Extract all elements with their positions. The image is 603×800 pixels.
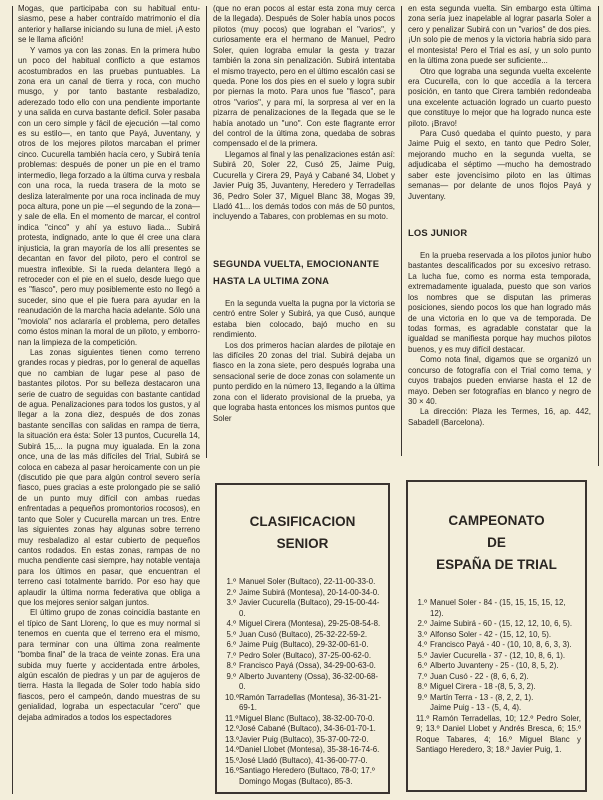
result-text: Ramón Tarradellas (Montesa), 36-31-21-69-1. <box>239 692 382 712</box>
result-entry <box>225 693 384 714</box>
title-line: ESPAÑA DE TRIAL <box>436 557 557 572</box>
result-text: Miguel Blanc (Bultaco), 38-32-00-70-0. <box>239 713 375 723</box>
position-number: 11.º <box>225 713 239 723</box>
result-text: Martín Terra - 13 - (8, 2, 2, 1). <box>430 692 534 702</box>
result-entry <box>225 577 384 588</box>
result-entry <box>225 735 384 746</box>
result-text: Jaime Puig - 13 - (5, 4, 4). <box>430 703 522 712</box>
result-text: Miguel Cirera - 18 -(8, 5, 3, 2). <box>430 682 536 691</box>
result-text: Juan Cusó - 22 - (8, 6, 6, 2). <box>430 671 529 681</box>
position-number: 3.º <box>226 598 236 607</box>
column-rule-middle-top <box>206 6 207 458</box>
result-entry <box>225 588 384 599</box>
result-text: Alberto Juvanteny - 25 - (10, 8, 5, 2). <box>430 661 559 670</box>
result-entry <box>225 598 384 619</box>
position-number: 7.º <box>417 671 427 681</box>
result-text: Jaime Puig (Bultaco), 29-32-00-61-0. <box>239 640 369 649</box>
paragraph: Como nota final, digamos que se organizó un concurso de fotografía con el Trial como tema, y cuyos trabajos pueden enviarse hasta el 12 de mayo. Deben ser fotografías en blanco y negro de 30 × 40. <box>408 355 591 406</box>
position-number: 2.º <box>226 587 236 597</box>
result-text: José Lladó (Bultaco), 41-36-00-77-0. <box>239 755 368 765</box>
heading-line: SEGUNDA VUELTA, EMOCIONANTE <box>213 257 380 269</box>
result-text: Manuel Soler (Bultaco), 22-11-00-33-0. <box>239 577 376 586</box>
result-entry <box>225 766 384 787</box>
result-entry <box>225 724 384 735</box>
result-text: Alberto Juvanteny (Ossa), 36-32-00-68-0. <box>239 671 379 691</box>
article-column-2 <box>213 4 395 424</box>
box-title <box>217 485 388 555</box>
position-number: 13.º <box>225 734 239 744</box>
position-number: 1.º <box>226 577 236 586</box>
position-number: 4.º <box>226 619 236 628</box>
result-entry <box>416 682 581 693</box>
position-number: 5.º <box>417 650 427 660</box>
result-entry <box>225 630 384 641</box>
result-entry <box>416 619 581 630</box>
result-text: Santiago Heredero (Bultaco, 78-0; 17.º Domingo Mogas (Bultaco), 85-3. <box>239 766 375 786</box>
result-text: Pedro Soler (Bultaco), 37-25-00-62-0. <box>239 650 372 660</box>
result-text: Jaime Subirá - 60 - (15, 12, 12, 10, 6, 5). <box>430 619 573 628</box>
column-rule-left <box>12 6 13 794</box>
result-entry <box>225 745 384 756</box>
section-heading-los-junior: LOS JUNIOR <box>408 227 468 239</box>
result-entry <box>416 661 581 672</box>
position-number: 6.º <box>417 661 427 670</box>
position-number: 14.º <box>225 745 239 754</box>
paragraph: En la prueba reservada a los pilotos junior hubo bastantes descalificados por su excesivo retraso. La lucha fue, como es norma esta temporada, extremadamente igualada, puesto que son varios los nombres que se disputan las primeras posiciones, siendo pocos los que han logrado más de una victoria en lo que va de temporada. De todas formas, es agradable constatar que la igualdad se manifiesta porque hay muchos pilotos buenos, y es muy difícil destacar. <box>408 251 591 354</box>
position-number: 8.º <box>226 661 236 670</box>
article-column-1 <box>18 4 200 723</box>
result-entry <box>225 714 384 725</box>
position-number: 3.º <box>417 629 427 639</box>
result-text: José Cabané (Bultaco), 34-36-01-70-1. <box>239 724 376 733</box>
column-rule-right-top <box>401 6 402 456</box>
paragraph: en esta segunda vuelta. Sin embargo esta última zona sería juez inapelable al lograr pasarla Soler a cero y penalizar Subirá con un "varios" de dos pies. ¡Un solo pie de menos y la victoria habría sido para el montesista! Pero el Trial es así, y un solo punto en la última zona puede ser suficiente... <box>408 4 591 66</box>
result-text: Miguel Cirera (Montesa), 29-25-08-54-8. <box>239 619 381 628</box>
senior-results-list <box>217 577 388 787</box>
clasificacion-senior-box <box>215 483 390 794</box>
position-number: 10.º <box>225 692 239 702</box>
result-text: Alfonso Soler - 42 - (15, 12, 10, 5). <box>430 629 552 639</box>
section-heading-segunda-vuelta <box>213 255 395 289</box>
title-line: CAMPEONATO <box>448 513 545 528</box>
position-number: 9.º <box>417 692 427 702</box>
campeonato-espana-box <box>406 480 587 792</box>
title-line: SENIOR <box>276 536 329 551</box>
paragraph: La dirección: Plaza les Termes, 16, ap. 442, Sabadell (Barcelona). <box>408 407 591 427</box>
paragraph: Para Cusó quedaba el quinto puesto, y para Jaime Puig el sexto, en tanto que Pedro Soler, mejorando mucho en la segunda vuelta, se adjudicaba el séptimo —mucho ha demostrado saber este jovencísimo piloto en las últimas semanas— por delante de unos flojos Payá y Juventany. <box>408 129 591 201</box>
result-entry <box>225 661 384 672</box>
result-entry <box>416 640 581 651</box>
position-number: 7.º <box>226 650 236 660</box>
paragraph: Y vamos ya con las zonas. En la primera hubo un poco del habitual conflicto a que estamos acostumbrados en las pruebas puntuables. La zona era un canal de tierra y roca, con mucho musgo, y por tanto bastante resbaladizo, aderezado todo ello con una pendiente importante y una salida en curva bastante deficil. Soler pasaba con un cero simple y fácil de ejecución —tal como es su estilo—, en tanto que Payá, Juventany, y otros de los mejores pilotos marcaban el primer cinco. Cucurella también hacía cero, y Subirá tenía problemas: después de poner un pie en el tramo intermedio, llega forzado a la última curva y resbala con una roca, la rueda trasera de la moto se desliza lateralmente por una roca inclinada de muy poca altura, pone un pie —el segundo de la zona— y sale de ella. En el momento de marcar, el control indica "cinco" y ahí ya estuvo liada... Subirá protesta, indignado, ante lo que él cree una clara injusticia, la gran mayoría de los allí presentes se decantan en favor del piloto, pero el control se muestra inflexible. Si la rueda delantera llegó a retroceder con el pie en el suelo, desde luego que es "fiasco", pero muy posiblemente esto no llegó a suceder, sino que el pie fuera para ayudar en la reanudación de la marcha hacia adelante. Sólo una "moviola" nos aclararía el problema, pero detalles como éstos minan la moral de un piloto, y emborronan la limpieza de la competición. <box>18 45 200 347</box>
standings-trailer: 11.º Ramón Terradellas, 10; 12.º Pedro Soler, 9; 13.º Daniel Llobet y Andrés Bresca, 6; 15.º Roque Tabares, 4; 16.º Miguel Blanc y Santiago Heredero, 3; 18.º Javier Puig, 1. <box>416 713 581 754</box>
heading-line: HASTA LA ULTIMA ZONA <box>213 274 330 286</box>
result-text: Juan Cusó (Bultaco), 25-32-22-59-2. <box>239 629 368 639</box>
position-number: 4.º <box>417 640 427 649</box>
title-line: DE <box>487 535 506 550</box>
result-entry <box>225 640 384 651</box>
result-text: Javier Puig (Bultaco), 35-37-00-72-0. <box>239 734 369 744</box>
position-number: 2.º <box>417 619 427 628</box>
position-number: 1.º <box>417 598 427 607</box>
position-number: 5.º <box>226 629 236 639</box>
result-text: Daniel Llobet (Montesa), 35-38-16-74-6. <box>239 745 380 754</box>
article-column-3 <box>408 4 591 428</box>
box-title <box>408 482 585 576</box>
result-entry <box>225 651 384 662</box>
result-entry <box>225 672 384 693</box>
result-entry <box>416 703 581 714</box>
position-number: 9.º <box>226 671 236 681</box>
column-rule-far-right <box>598 6 599 466</box>
championship-standings-list <box>408 598 585 714</box>
result-entry <box>416 651 581 662</box>
result-entry <box>416 598 581 619</box>
paragraph: El último grupo de zonas coincidía bastante en el típico de Sant Llorenç, lo que es muy normal si tenemos en cuenta que el terreno era el mismo, para terminar con una última zona realmente "bomba final" de la traca de veinte zonas. Era una subida muy fuerte y accidentada entre árboles, algún escalón de piedras y un par de agujeros de tierra. Hasta la llegada de Soler todo había sido fiascos, pero el campeón, dando muestras de su genialidad, lograba un espectacular "cero" que dejaba admirados a todos los espectadores <box>18 608 200 722</box>
paragraph: Mogas, que participaba con su habitual entusiasmo, pese a haber contraído matrimonio el día anterior y hallarse iniciando su luna de miel. ¡A esto se le llama afición! <box>18 4 200 45</box>
paragraph: Los dos primeros hacían alardes de pilotaje en las difíciles 20 zonas del trial. Subirá dejaba un fiasco en la zona siete, pero después lograba una sensacional serie de doce zonas con solamente un punto perdido en la número 13, llegando a la última zona con el liderato provisional de la prueba, ya que lograba hasta entonces los mismos puntos que Soler <box>213 340 395 423</box>
paragraph: Otro que lograba una segunda vuelta excelente era Cucurella, con lo que accedía a la tercera posición, en tanto que Cirera también redondeaba una excelente actuación logrado un cuarto puesto que constituye lo mejor que ha logrado nunca este piloto. ¡Bravo! <box>408 66 591 128</box>
paragraph: Llegamos al final y las penalizaciones están así: Subirá 20, Soler 22, Cusó 25, Jaime Puig, Cucurella y Cirera 29, Payá y Cabané 34, Llobet y Javier Puig 35, Juvanteny, Heredero y Terradellas 36, Pedro Soler 37, Miguel Blanc 38, Mogas 39, Lladó 41... los demás todos con más de 50 puntos, incluyendo a Tabares, con problemas en su moto. <box>213 149 395 222</box>
result-entry <box>416 630 581 641</box>
result-text: Jaime Subirá (Montesa), 20-14-00-34-0. <box>239 587 380 597</box>
result-entry <box>225 756 384 767</box>
result-entry <box>416 672 581 683</box>
position-number: 12.º <box>225 724 239 733</box>
position-number: 16.º <box>225 766 239 775</box>
result-text: Francisco Payá (Ossa), 34-29-00-63-0. <box>239 661 376 670</box>
result-text: Francisco Payá - 40 - (10, 10, 8, 6, 3, 3). <box>430 640 572 649</box>
title-line: CLASIFICACION <box>249 514 356 529</box>
paragraph: Las zonas siguientes tienen como terreno grandes rocas y piedras, por lo general de aquellas que no cambian de lugar pese al paso de bastantes pilotos. Por su belleza destacaron una serie de cuatro de seguidas con bastante cantidad de agua. Penalizaciones para todos los gustos, y al llegar a la zona diez, después de dos zonas bastante sencillas con salidas en rampa de tierra, la situación era ésta: Soler 13 puntos, Cucurella 14, Subirá 15,... la pugna muy igualada. En la zona once, una de las más difíciles del Trial, Subirá se coloca en cabeza al pasar heroicamente con un pie (discutido pie que para algún control severo sería fiasco, pues gracias a este prolongado pie se salió de un punto muy difícil con ambas ruedas enfrentadas a pequeños promontorios rocosos), en tanto que Soler y Cucurella marcan un tres. Entre las siguientes zonas hay algunas sobre terreno muy resbaladizo al estar cubierto de pequeños cantos rodados. En estas zonas, rampas de no mucha pendiente casi siempre, hay notable ventaja para los últimos en pasar, que encuentran el terreno casi totalmente barrido. Por eso hay que aplaudir la última norma federativa que obliga a que los mejores senior salgan juntos. <box>18 347 200 608</box>
position-number: 6.º <box>226 640 236 649</box>
result-entry <box>416 693 581 704</box>
position-number: 15.º <box>225 755 239 765</box>
paragraph: En la segunda vuelta la pugna por la victoria se centró entre Soler y Subirá, ya que Cusó, aunque estaba bien colocado, bajó mucho en su rendimiento. <box>213 298 395 340</box>
result-text: Manuel Soler - 84 - (15, 15, 15, 15, 12, 12). <box>430 598 566 618</box>
result-text: Javier Cucurella (Bultaco), 29-15-00-44-0. <box>239 598 380 618</box>
result-entry <box>225 619 384 630</box>
paragraph: (que no eran pocos al estar esta zona muy cerca de la llegada). Después de Soler había unos pocos pilotos (muy pocos) que lograban el "varios", y curiosamente era el hermano de Manuel, Pedro Soler, quien lograba emular la gesta y trazar también la zona sin penalización. Subirá intentaba el mismo trayecto, pero en el último escalón casi se queda. Pone los dos pies en el suelo y logra subir por piernas la moto. Para unos fue "fiasco", para otros "varios", y para mí, la sorpresa al ver en la pizarra de penalizaciones de la llegada que se le había anotado un "uno". Con este flagrante error del control de la última zona, quedaba de sobras compensado el de la primera. <box>213 4 395 149</box>
position-number: 8.º <box>417 682 427 691</box>
result-text: Javier Cucurella - 37 - (12, 10, 8, 6, 1). <box>430 650 566 660</box>
